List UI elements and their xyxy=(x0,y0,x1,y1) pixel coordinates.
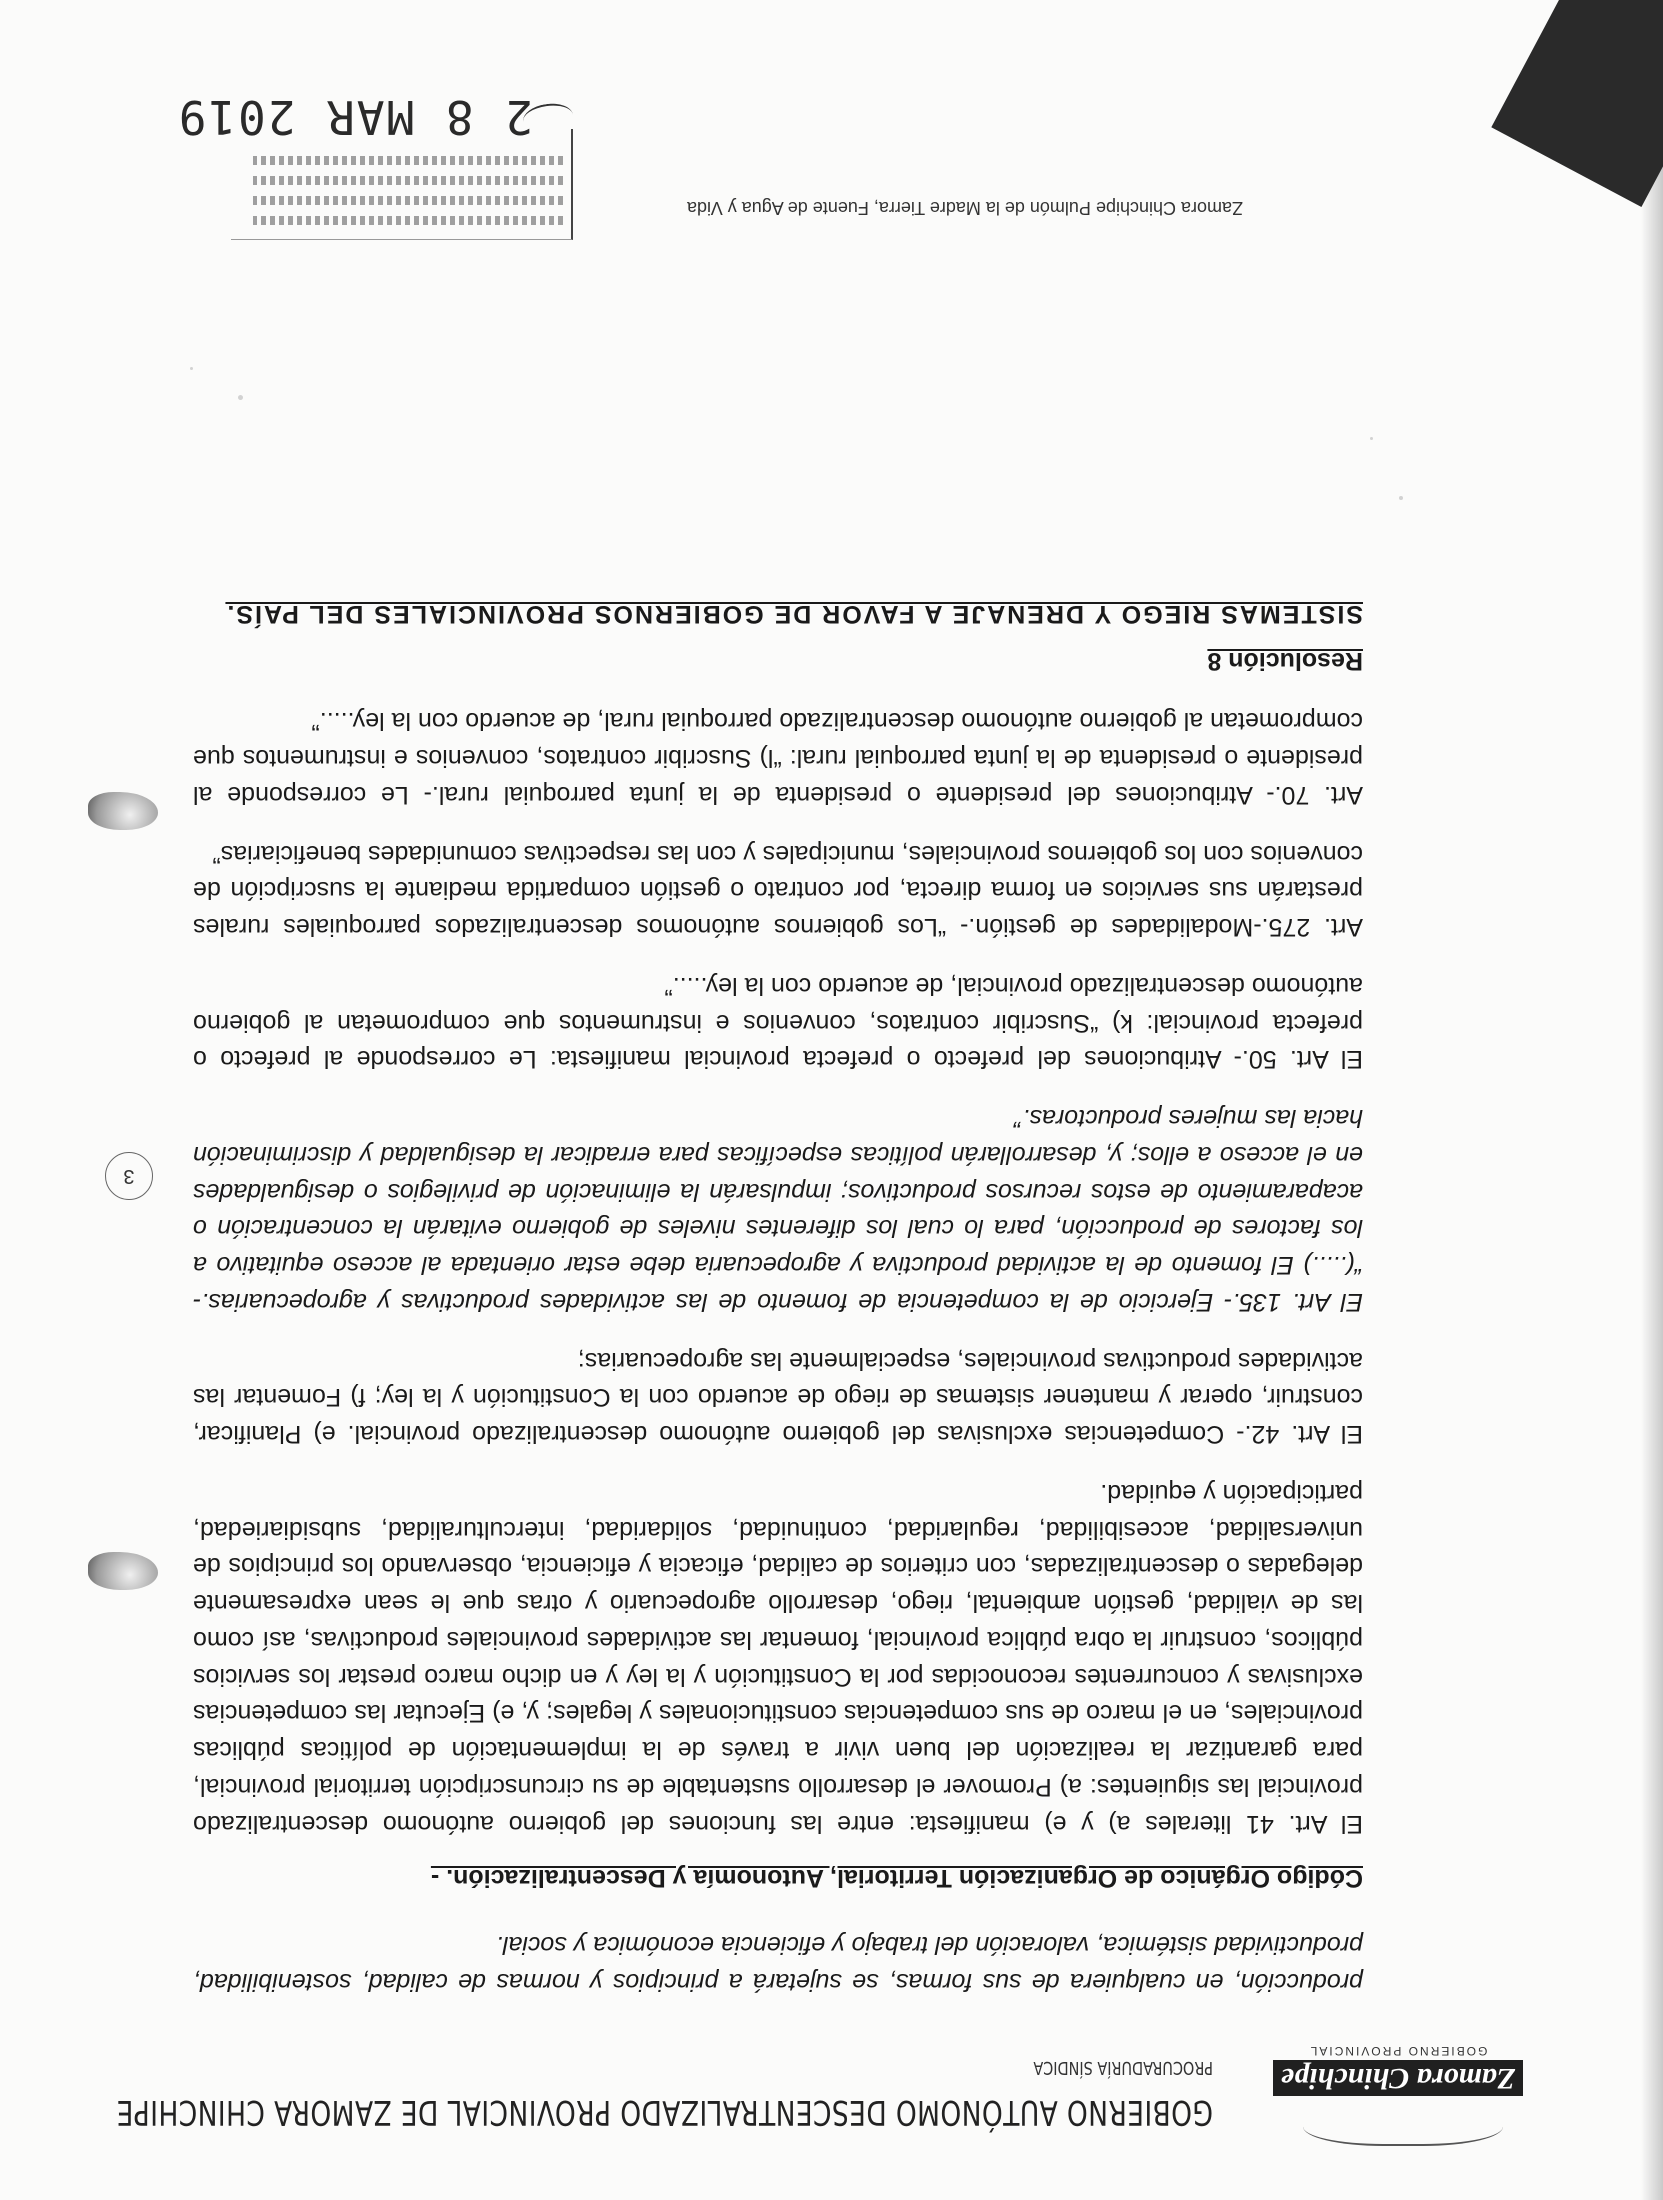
organization-department: PROCURADURÍA SÍNDICA xyxy=(1033,2057,1213,2078)
scan-speckle xyxy=(190,367,193,370)
scan-speckle xyxy=(238,395,243,400)
paper-clip-icon xyxy=(88,1552,158,1590)
stamp-text-line xyxy=(253,216,563,225)
page-footer xyxy=(163,60,1363,240)
page-number: 3 xyxy=(105,1152,153,1200)
article-41-paragraph: El Art. 41 literales a) y e) manifiesta: entre las funciones del gobierno autónomo descentralizado provincial las siguientes: a) Promover el desarrollo sustentable de su circunscripción territorial provincial, para garantizar la realización del buen vivir a través de la implementación de políticas públicas provinciales, en el marco de sus competencias constitucionales y legales; y, e) Ejecutar las competencias exclusivas y concurrentes reconocidas por la Constitución y la ley y en dicho marco prestar los servicios públicos, construir la obra pública provincial, fomentar las actividades provinciales productivas, así como las de vialidad, gestión ambiental, riego, desarrollo agropecuario y otras que le sean expresamente delegadas o descentralizadas, con criterios de calidad, eficacia y eficiencia, observando los principios de universalidad, accesibilidad, regularidad, continuidad, solidaridad, interculturalidad, subsidiariedad, participación y equidad. xyxy=(193,1479,1363,1838)
scan-speckle xyxy=(1370,437,1373,440)
logo-name: Zamora Chinchipe xyxy=(1273,2060,1523,2096)
paper-clip-icon xyxy=(88,792,158,830)
article-275-paragraph: Art. 275.-Modalidades de gestión.- “Los gobiernos autónomos descentralizados parroquiales rurales prestarán sus servicios en forma directa, por contrato o gestión compartida mediante la suscripción de convenios con los gobiernos provinciales, municipales y con las respectivas comunidades beneficiarias” xyxy=(193,839,1363,942)
intro-paragraph: producción, en cualquiera de sus formas, se sujetará a principios y normas de calidad, sostenibilidad, productividad sistémica, valoración del trabajo y eficiencia económica y social. xyxy=(193,1931,1363,1996)
institution-logo xyxy=(1273,2036,1523,2116)
footer-slogan: Zamora Chinchipe Pulmón de la Madre Tierra, Fuente de Agua y Vida xyxy=(687,198,1243,218)
scan-speckle xyxy=(1399,496,1403,500)
received-date-stamp: 2 8 MAR 2019 xyxy=(176,90,533,144)
resolution-heading: Resolución 8 xyxy=(1207,646,1363,675)
stamp-text-line xyxy=(253,156,563,165)
letterhead xyxy=(116,2012,1523,2132)
resolution-title: SISTEMAS RIEGO Y DRENAJE A FAVOR DE GOBIERNOS PROVINCIALES DEL PAÍS. xyxy=(225,600,1363,628)
scan-corner-shadow xyxy=(1491,0,1663,207)
stamp-text-line xyxy=(253,176,563,185)
cootad-heading: Código Orgánico de Organización Territorial, Autonomía y Descentralización. - xyxy=(430,1864,1363,1893)
logo-emblem-icon xyxy=(1303,2098,1503,2146)
article-135-paragraph: El Art. 135.- Ejercicio de la competencia de fomento de las actividades productivas y agropecuarias.- “(.....) El fomento de la actividad productiva y agropecuaria debe estar orientada al acceso equitativo a los factores de producción, para lo cual los diferentes niveles de gobierno evitarán la concentración o acaparamiento de estos recursos productivos; impulsarán la eliminación de privilegios o desigualdades en el acceso a ellos; y, desarrollarán políticas específicas para erradicar la desigualdad y discriminación hacia las mujeres productoras.” xyxy=(193,1104,1363,1316)
article-42-paragraph: El Art. 42.- Competencias exclusivas del gobierno autónomo descentralizado provincial. e) Planificar, construir, operar y mantener sistemas de riego de acuerdo con la Constitución y la ley; f) Fomentar las actividades productivas provinciales, especialmente las agropecuarias; xyxy=(193,1346,1363,1449)
reception-stamp xyxy=(231,129,573,240)
document-body xyxy=(193,581,1363,2000)
organization-title: GOBIERNO AUTÓNOMO DESCENTRALIZADO PROVINCIAL DE ZAMORA CHINCHIPE xyxy=(116,2092,1213,2132)
scan-edge-shadow xyxy=(1641,0,1663,2200)
logo-subtitle: GOBIERNO PROVINCIAL xyxy=(1308,2044,1488,2058)
article-70-paragraph: Art. 70.- Atribuciones del presidente o presidenta de la junta parroquial rural.- Le corresponde al presidente o presidenta de la junta parroquial rural: “l) Suscribir contratos, convenios e instrumentos que comprometan al gobierno autónomo descentralizado parroquial rural, de acuerdo con la ley.....” xyxy=(193,707,1363,809)
article-50-paragraph: El Art. 50.- Atribuciones del prefecto o prefecta provincial manifiesta: Le corresponde al prefecto o prefecta provincial: k) “Suscribir contratos, convenios e instrumentos que comprometan al gobierno autónomo descentralizado provincial, de acuerdo con la ley.....” xyxy=(193,972,1363,1074)
stamp-text-line xyxy=(253,196,563,205)
